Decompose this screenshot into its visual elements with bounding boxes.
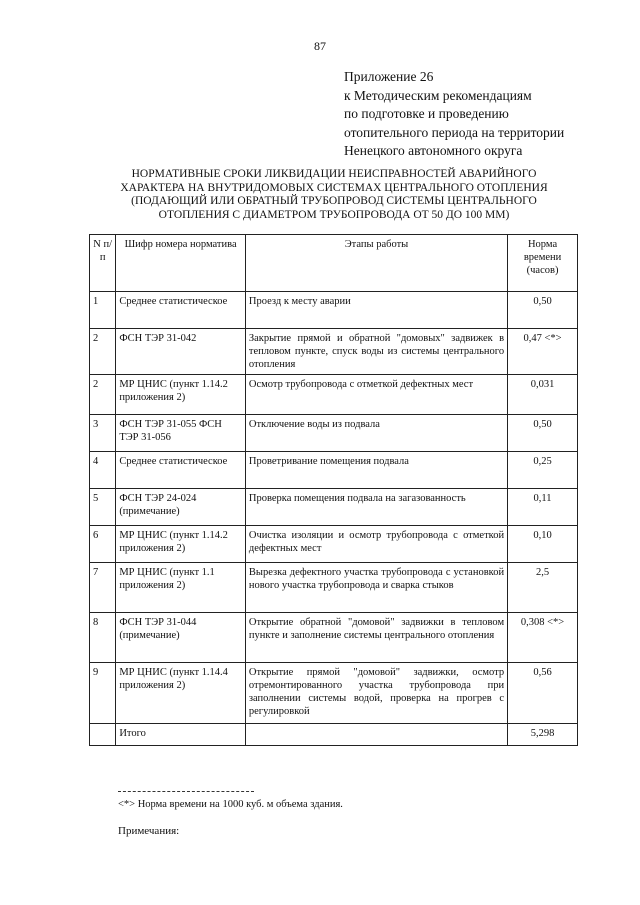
cell-num: 2 [90, 375, 116, 415]
cell-stage [245, 724, 507, 746]
table-row [90, 526, 578, 563]
cell-code: МР ЦНИС (пункт 1.14.2 приложения 2) [116, 375, 246, 415]
cell-num: 2 [90, 329, 116, 375]
appendix-line: Ненецкого автономного округа [344, 143, 523, 158]
cell-num: 3 [90, 415, 116, 452]
table-row [90, 663, 578, 724]
table-row [90, 613, 578, 663]
cell-time: 0,10 [508, 526, 578, 563]
cell-stage: Открытие прямой "домовой" задвижки, осмотр отремонтированного участка трубопровода при заполнении системы водой, проверка на прогрев с регулировкой [245, 663, 507, 724]
header-num: N п/п [90, 235, 116, 292]
cell-num: 5 [90, 489, 116, 526]
header-time: Норма времени (часов) [508, 235, 578, 292]
cell-num: 8 [90, 613, 116, 663]
table-row [90, 292, 578, 329]
title-line: НОРМАТИВНЫЕ СРОКИ ЛИКВИДАЦИИ НЕИСПРАВНОСТЕЙ АВАРИЙНОГО [131, 168, 537, 180]
table-row [90, 452, 578, 489]
appendix-line: Приложение 26 [344, 69, 434, 84]
cell-code: Среднее статистическое [116, 452, 246, 489]
cell-stage: Проезд к месту аварии [245, 292, 507, 329]
total-row [90, 724, 578, 746]
cell-num: 6 [90, 526, 116, 563]
cell-code: МР ЦНИС (пункт 1.1 приложения 2) [116, 563, 246, 613]
cell-time: 0,031 [508, 375, 578, 415]
norms-table [89, 234, 578, 746]
cell-stage: Проверка помещения подвала на загазованность [245, 489, 507, 526]
cell-code: Среднее статистическое [116, 292, 246, 329]
table-row [90, 489, 578, 526]
title-line: (ПОДАЮЩИЙ ИЛИ ОБРАТНЫЙ ТРУБОПРОВОД СИСТЕМЫ ЦЕНТРАЛЬНОГО [131, 195, 537, 208]
footnote: <*> Норма времени на 1000 куб. м объема здания. [118, 799, 343, 810]
cell-time: 0,11 [508, 489, 578, 526]
cell-stage: Проветривание помещения подвала [245, 452, 507, 489]
table-body [90, 292, 578, 746]
cell-code: МР ЦНИС (пункт 1.14.4 приложения 2) [116, 663, 246, 724]
cell-code: ФСН ТЭР 31-055 ФСН ТЭР 31-056 [116, 415, 246, 452]
page-number: 87 [314, 39, 326, 53]
cell-stage: Открытие обратной "домовой" задвижки в тепловом пункте и заполнение системы центрального отопления [245, 613, 507, 663]
total-label: Итого [116, 724, 246, 746]
cell-stage: Отключение воды из подвала [245, 415, 507, 452]
footnote-divider [118, 791, 254, 792]
cell-num: 4 [90, 452, 116, 489]
title-line: ОТОПЛЕНИЯ С ДИАМЕТРОМ ТРУБОПРОВОДА ОТ 50 ДО 100 ММ) [158, 208, 510, 221]
header-code: Шифр номера норматива [116, 235, 246, 292]
cell-num: 9 [90, 663, 116, 724]
cell-stage: Очистка изоляции и осмотр трубопровода с отметкой дефектных мест [245, 526, 507, 563]
cell-time: 0,50 [508, 292, 578, 329]
table-header-row [90, 235, 578, 292]
table-row [90, 329, 578, 375]
header-stage: Этапы работы [245, 235, 507, 292]
cell-time: 0,50 [508, 415, 578, 452]
appendix-line: отопительного периода на территории [344, 124, 565, 140]
cell-time: 0,47 <*> [508, 329, 578, 375]
cell-num: 7 [90, 563, 116, 613]
cell-time: 0,56 [508, 663, 578, 724]
title-line: ХАРАКТЕРА НА ВНУТРИДОМОВЫХ СИСТЕМАХ ЦЕНТРАЛЬНОГО ОТОПЛЕНИЯ [120, 181, 548, 194]
cell-num: 1 [90, 292, 116, 329]
notes-label: Примечания: [118, 825, 180, 837]
appendix-heading [344, 68, 634, 161]
cell-code: ФСН ТЭР 31-044 (примечание) [116, 613, 246, 663]
table-row [90, 375, 578, 415]
cell-code: МР ЦНИС (пункт 1.14.2 приложения 2) [116, 526, 246, 563]
total-time: 5,298 [508, 724, 578, 746]
cell-code: ФСН ТЭР 31-042 [116, 329, 246, 375]
cell-code: ФСН ТЭР 24-024 (примечание) [116, 489, 246, 526]
cell-time: 0,308 <*> [508, 613, 578, 663]
cell-num [90, 724, 116, 746]
appendix-line: по подготовке и проведению [344, 106, 509, 121]
cell-stage: Осмотр трубопровода с отметкой дефектных мест [245, 375, 507, 415]
cell-stage: Вырезка дефектного участка трубопровода с установкой нового участка трубопровода и сварка стыков [245, 563, 507, 613]
cell-time: 2,5 [508, 563, 578, 613]
cell-time: 0,25 [508, 452, 578, 489]
appendix-line: к Методическим рекомендациям [344, 87, 532, 103]
table-row [90, 415, 578, 452]
document-title [90, 168, 578, 222]
cell-stage: Закрытие прямой и обратной "домовых" задвижек в тепловом пункте, спуск воды из системы центрального отопления [245, 329, 507, 375]
table-row [90, 563, 578, 613]
